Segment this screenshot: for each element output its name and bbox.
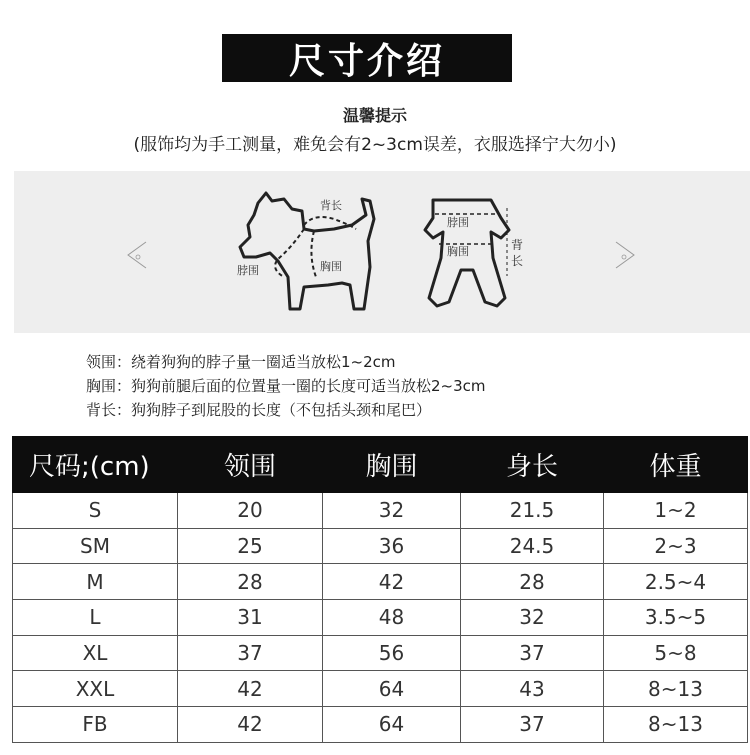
cell-size: XXL xyxy=(13,671,178,707)
cell-neck: 42 xyxy=(178,671,323,707)
table-row xyxy=(13,635,748,671)
cell-body-length: 43 xyxy=(461,671,604,707)
dog-outline-icon xyxy=(230,185,390,315)
header-neck: 领围 xyxy=(178,437,323,493)
cell-chest: 64 xyxy=(323,671,461,707)
cell-body-length: 32 xyxy=(461,600,604,636)
dog-neck-label: 脖围 xyxy=(237,264,259,277)
cell-chest: 42 xyxy=(323,564,461,600)
cell-weight: 2.5~4 xyxy=(604,564,748,600)
dog-back-length-label: 背长 xyxy=(320,199,342,212)
shirt-back-label-1: 背 xyxy=(511,238,524,252)
table-row xyxy=(13,671,748,707)
cell-neck: 25 xyxy=(178,528,323,564)
cell-size: M xyxy=(13,564,178,600)
table-header-row xyxy=(13,437,748,493)
measurement-notes xyxy=(86,350,486,422)
shirt-chest-label: 胸围 xyxy=(447,245,469,258)
note-neck: 领围：绕着狗狗的脖子量一圈适当放松1~2cm xyxy=(86,353,396,371)
chevron-right-icon[interactable] xyxy=(612,240,638,270)
cell-weight: 8~13 xyxy=(604,707,748,743)
cell-chest: 56 xyxy=(323,635,461,671)
cell-chest: 36 xyxy=(323,528,461,564)
tip-text: (服饰均为手工测量，难免会有2~3cm误差，衣服选择宁大勿小) xyxy=(133,135,617,155)
table-row xyxy=(13,600,748,636)
table-row xyxy=(13,564,748,600)
cell-body-length: 37 xyxy=(461,635,604,671)
cell-weight: 5~8 xyxy=(604,635,748,671)
table-row xyxy=(13,528,748,564)
cell-body-length: 24.5 xyxy=(461,528,604,564)
table-row xyxy=(13,493,748,529)
header-body-length: 身长 xyxy=(461,437,604,493)
cell-size: XL xyxy=(13,635,178,671)
cell-body-length: 21.5 xyxy=(461,493,604,529)
cell-weight: 3.5~5 xyxy=(604,600,748,636)
cell-size: S xyxy=(13,493,178,529)
cell-neck: 28 xyxy=(178,564,323,600)
table-row xyxy=(13,707,748,743)
note-back: 背长：狗狗脖子到屁股的长度（不包括头颈和尾巴） xyxy=(86,401,432,419)
shirt-neck-label: 脖围 xyxy=(447,216,469,229)
cell-size: SM xyxy=(13,528,178,564)
header-chest: 胸围 xyxy=(323,437,461,493)
cell-weight: 2~3 xyxy=(604,528,748,564)
page-title: 尺寸介绍 xyxy=(222,34,512,82)
cell-size: FB xyxy=(13,707,178,743)
cell-neck: 20 xyxy=(178,493,323,529)
header-size: 尺码;(cm) xyxy=(13,437,178,493)
cell-weight: 8~13 xyxy=(604,671,748,707)
note-chest: 胸围：狗狗前腿后面的位置量一圈的长度可适当放松2~3cm xyxy=(86,377,486,395)
cell-chest: 48 xyxy=(323,600,461,636)
cell-weight: 1~2 xyxy=(604,493,748,529)
cell-neck: 42 xyxy=(178,707,323,743)
header-weight: 体重 xyxy=(604,437,748,493)
cell-neck: 31 xyxy=(178,600,323,636)
cell-body-length: 37 xyxy=(461,707,604,743)
chevron-left-icon[interactable] xyxy=(124,240,150,270)
size-table xyxy=(12,436,748,743)
cell-body-length: 28 xyxy=(461,564,604,600)
cell-chest: 32 xyxy=(323,493,461,529)
cell-chest: 64 xyxy=(323,707,461,743)
cell-size: L xyxy=(13,600,178,636)
cell-neck: 37 xyxy=(178,635,323,671)
tip-heading: 温馨提示 xyxy=(342,106,407,125)
shirt-back-label-2: 长 xyxy=(511,254,524,268)
dog-chest-label: 胸围 xyxy=(320,260,342,273)
